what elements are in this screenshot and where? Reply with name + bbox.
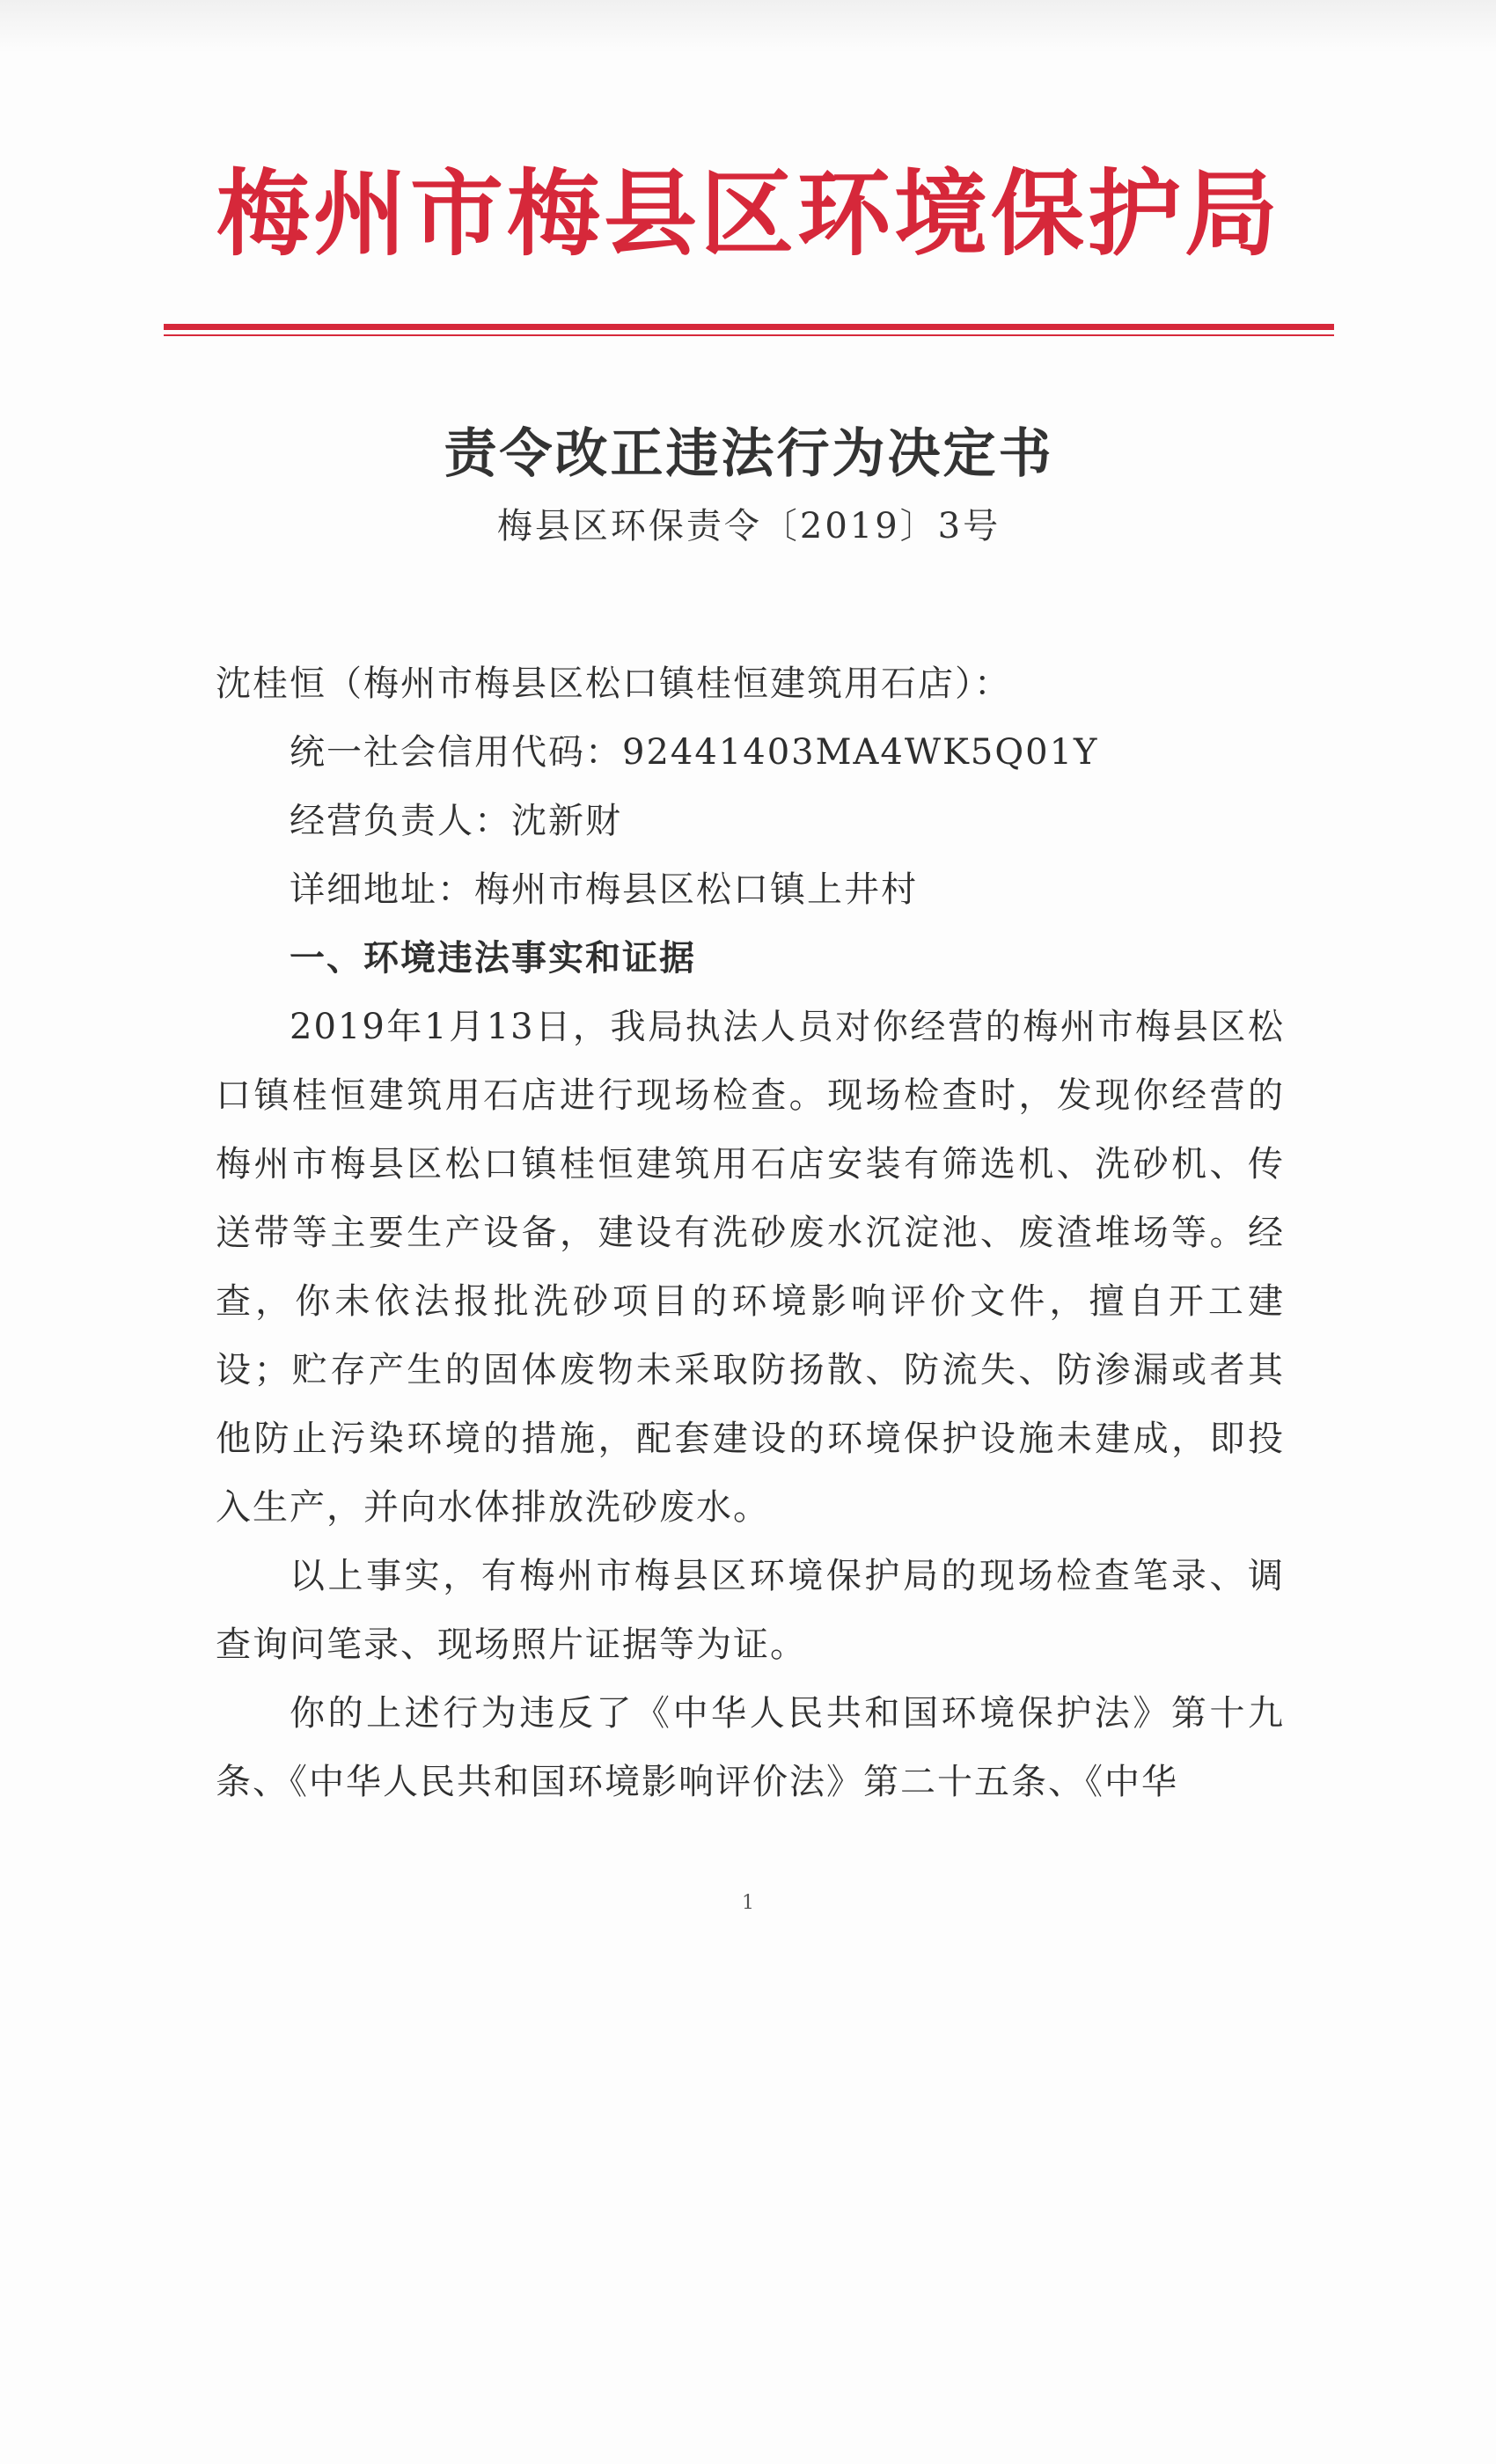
agency-letterhead: 梅州市梅县区环境保护局	[216, 158, 1281, 268]
manager-line: 经营负责人：沈新财	[290, 801, 622, 841]
facts-paragraph: 2019年1月13日，我局执法人员对你经营的梅州市梅县区松口镇桂恒建筑用石店进行现场检查。现场检查时，发现你经营的梅州市梅县区松口镇桂恒建筑用石店安装有筛选机、洗砂机、传送带等主要生产设备，建设有洗砂废水沉淀池、废渣堆场等。经查，你未依法报批洗砂项目的环境影响评价文件，擅自开工建设；贮存产生的固体废物未采取防扬散、防流失、防渗漏或者其他防止污染环境的措施，配套建设的环境保护设施未建成，即投入生产，并向水体排放洗砂废水。	[216, 1007, 1285, 1528]
address-line: 详细地址：梅州市梅县区松口镇上井村	[290, 869, 918, 910]
addressee-line: 沈桂恒（梅州市梅县区松口镇桂恒建筑用石店）：	[216, 664, 1011, 704]
violation-paragraph: 你的上述行为违反了《中华人民共和国环境保护法》第十九条、《中华人民共和国环境影响评价法》第二十五条、《中华	[216, 1693, 1285, 1802]
scan-shadow	[0, 0, 1496, 53]
document-title: 责令改正违法行为决定书	[444, 423, 1054, 485]
section-heading-facts: 一、环境违法事实和证据	[290, 937, 696, 979]
letterhead-rule-thin	[164, 334, 1334, 336]
letterhead-rule-thick	[164, 324, 1334, 330]
credit-code-line: 统一社会信用代码：92441403MA4WK5Q01Y	[290, 732, 1099, 773]
page-number: 1	[742, 1892, 754, 1914]
evidence-paragraph: 以上事实，有梅州市梅县区环境保护局的现场检查笔录、调查询问笔录、现场照片证据等为证。	[216, 1556, 1285, 1665]
document-number: 梅县区环保责令〔2019〕3号	[496, 506, 1001, 546]
document-body	[216, 649, 1285, 1816]
